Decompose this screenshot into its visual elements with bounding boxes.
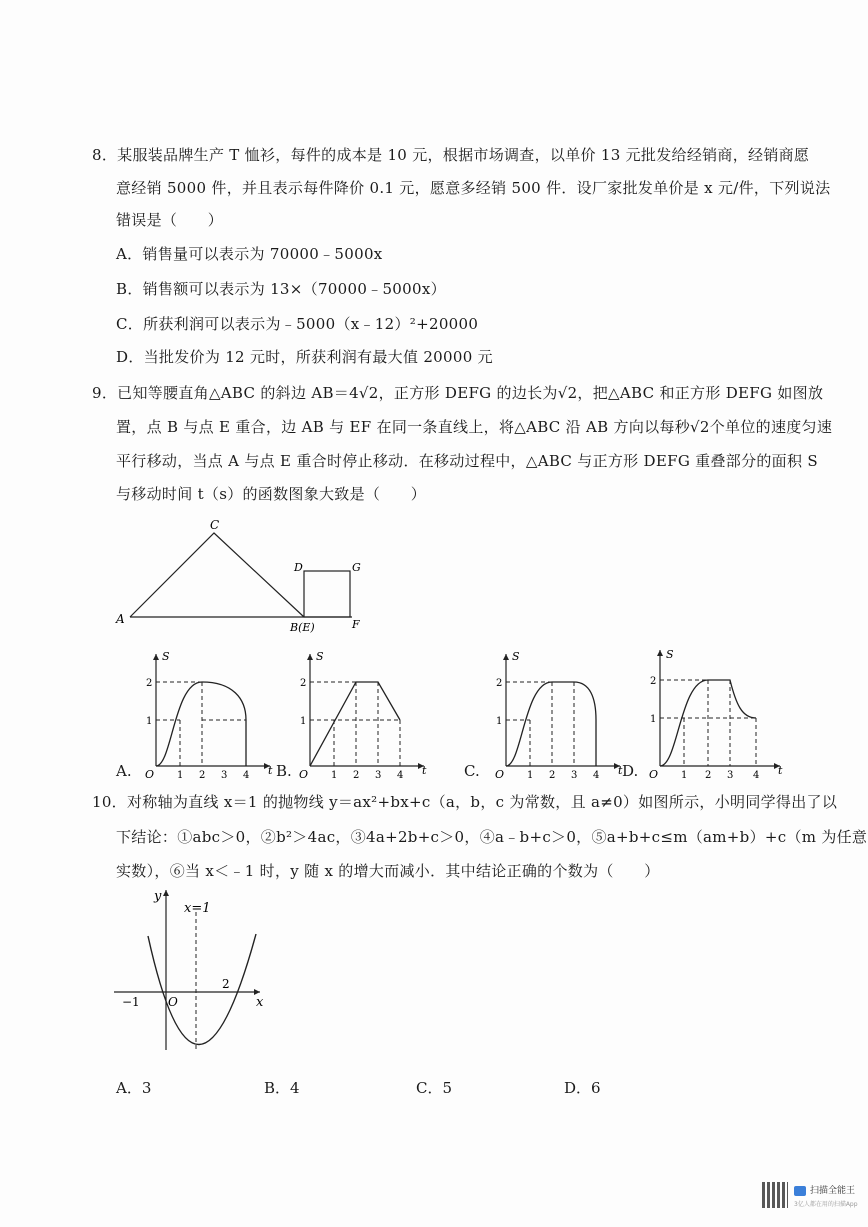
svg-text:−1: −1 xyxy=(122,995,140,1009)
qr-code-icon xyxy=(762,1182,788,1208)
q10-parabola-figure xyxy=(110,884,275,1054)
svg-text:1: 1 xyxy=(300,716,307,727)
svg-text:1: 1 xyxy=(650,714,657,725)
svg-text:4: 4 xyxy=(753,770,760,780)
svg-text:x: x xyxy=(256,995,264,1010)
q9-option-label-b: B. xyxy=(276,762,292,780)
svg-text:3: 3 xyxy=(727,770,734,780)
svg-text:O: O xyxy=(299,768,309,780)
label-f: F xyxy=(352,618,360,631)
svg-text:2: 2 xyxy=(496,678,503,689)
svg-text:2: 2 xyxy=(549,770,556,780)
q9-stem-line-4: 与移动时间 t（s）的函数图象大致是（ ） xyxy=(116,485,427,503)
q9-option-label-d: D. xyxy=(622,762,639,780)
q8-stem-line-3: 错误是（ ） xyxy=(116,211,224,229)
svg-text:O: O xyxy=(649,768,659,780)
triangle-abc xyxy=(130,533,304,617)
svg-text:1: 1 xyxy=(681,770,688,780)
svg-text:3: 3 xyxy=(571,770,578,780)
camscanner-logo-icon xyxy=(794,1186,806,1196)
label-a: A xyxy=(116,612,125,626)
svg-text:2: 2 xyxy=(222,977,230,991)
q9-stem-line-3: 平行移动，当点 A 与点 E 重合时停止移动．在移动过程中，△ABC 与正方形 DEFG 重叠部分的面积 S xyxy=(116,452,818,470)
q8-option-b: B．销售额可以表示为 13×（70000﹣5000x） xyxy=(116,280,446,298)
q9-stem-line-2: 置，点 B 与点 E 重合，边 AB 与 EF 在同一条直线上，将△ABC 沿 AB 方向以每秒√2个单位的速度匀速 xyxy=(116,418,833,436)
svg-text:3: 3 xyxy=(375,770,382,780)
svg-text:1: 1 xyxy=(177,770,184,780)
svg-text:2: 2 xyxy=(353,770,360,780)
q9-option-label-a: A. xyxy=(116,762,132,780)
q9-stem-line-1: 9．已知等腰直角△ABC 的斜边 AB＝4√2，正方形 DEFG 的边长为√2，把△ABC 和正方形 DEFG 如图放 xyxy=(92,384,824,402)
svg-text:t: t xyxy=(618,764,623,777)
q9-graph-b xyxy=(282,648,432,780)
q9-graph-d xyxy=(632,644,788,780)
svg-text:t: t xyxy=(422,764,427,777)
svg-text:4: 4 xyxy=(243,770,250,780)
svg-text:2: 2 xyxy=(146,678,153,689)
svg-text:1: 1 xyxy=(527,770,534,780)
q8-option-d: D．当批发价为 12 元时，所获利润有最大值 20000 元 xyxy=(116,348,493,366)
scanner-watermark xyxy=(760,1180,856,1214)
q8-option-a: A．销售量可以表示为 70000﹣5000x xyxy=(116,245,383,263)
watermark-subtitle: 3亿人都在用的扫描App xyxy=(794,1201,858,1208)
q10-answer-c: C．5 xyxy=(416,1079,453,1097)
square-defg xyxy=(304,571,350,617)
svg-text:S: S xyxy=(316,650,324,663)
label-g: G xyxy=(352,561,361,574)
q10-stem-line-1: 10．对称轴为直线 x＝1 的抛物线 y＝ax²+bx+c（a，b，c 为常数，且 a≠0）如图所示，小明同学得出了以 xyxy=(92,793,838,811)
label-be: B(E) xyxy=(290,621,315,634)
svg-text:S: S xyxy=(666,648,674,661)
q10-stem-line-3: 实数），⑥当 x＜﹣1 时，y 随 x 的增大而减小．其中结论正确的个数为（ ） xyxy=(116,862,660,880)
svg-text:x=1: x=1 xyxy=(184,901,211,916)
q8-stem-line-2: 意经销 5000 件，并且表示每件降价 0.1 元，愿意多经销 500 件．设厂家批发单价是 x 元/件，下列说法 xyxy=(116,179,831,197)
q10-stem-line-2: 下结论：①abc＞0，②b²＞4ac，③4a+2b+c＞0，④a﹣b+c＞0，⑤a+b+c≤m（am+b）+c（m 为任意 xyxy=(116,828,868,846)
label-d: D xyxy=(294,561,303,574)
q10-answer-b: B．4 xyxy=(264,1079,300,1097)
q9-graph-a xyxy=(128,648,278,780)
svg-text:3: 3 xyxy=(221,770,228,780)
svg-text:O: O xyxy=(145,768,155,780)
svg-text:O: O xyxy=(168,995,178,1009)
q9-triangle-square-figure xyxy=(110,515,370,635)
svg-text:2: 2 xyxy=(300,678,307,689)
q8-stem-line-1: 8．某服装品牌生产 T 恤衫，每件的成本是 10 元，根据市场调查，以单价 13 元批发给经销商，经销商愿 xyxy=(92,146,810,164)
svg-text:2: 2 xyxy=(650,676,657,687)
parabola-curve xyxy=(148,934,256,1045)
q9-graph-c xyxy=(478,648,628,780)
svg-text:S: S xyxy=(512,650,520,663)
svg-text:t: t xyxy=(268,764,273,777)
q9-option-label-c: C. xyxy=(464,762,480,780)
svg-text:y: y xyxy=(154,889,162,904)
svg-text:1: 1 xyxy=(496,716,503,727)
watermark-title: 扫描全能王 xyxy=(810,1186,856,1196)
svg-text:2: 2 xyxy=(199,770,206,780)
q10-answer-a: A．3 xyxy=(116,1079,152,1097)
label-c: C xyxy=(210,518,220,532)
svg-text:O: O xyxy=(495,768,505,780)
svg-text:1: 1 xyxy=(331,770,338,780)
svg-text:1: 1 xyxy=(146,716,153,727)
svg-text:S: S xyxy=(162,650,170,663)
q8-option-c: C．所获利润可以表示为﹣5000（x﹣12）²+20000 xyxy=(116,315,479,333)
svg-text:2: 2 xyxy=(705,770,712,780)
svg-text:4: 4 xyxy=(397,770,404,780)
svg-text:4: 4 xyxy=(593,770,600,780)
q10-answer-d: D．6 xyxy=(564,1079,601,1097)
svg-text:t: t xyxy=(778,764,783,777)
